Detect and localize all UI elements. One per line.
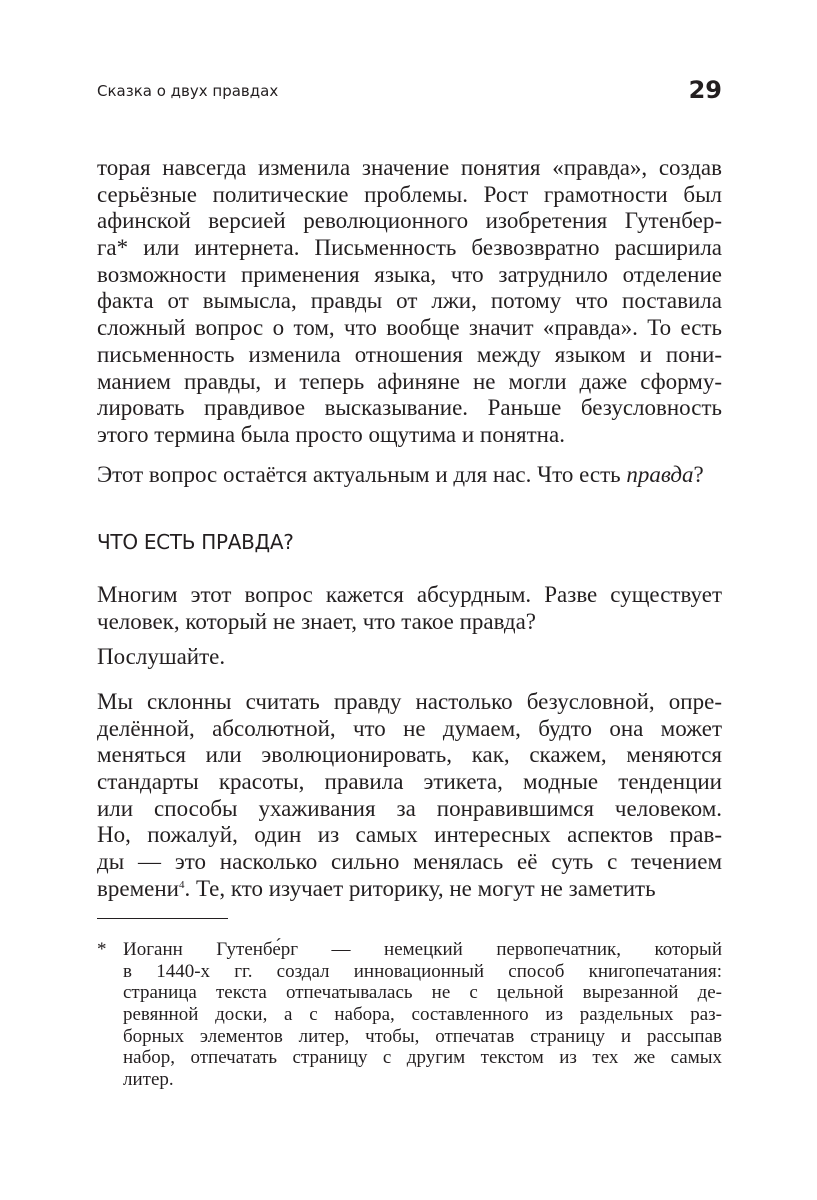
text-segment: Этот вопрос остаётся актуальным и для нас. Что есть [97, 462, 627, 487]
text-line: Многим этот вопрос кажется абсурдным. Разве существует [97, 582, 722, 607]
text-line: литер. [123, 1069, 174, 1091]
text-line: набор, отпечатать страницу с другим текстом из тех же самых [123, 1047, 722, 1069]
text-line: сложный вопрос о том, что вообще значит «правда». То есть [97, 315, 722, 341]
text-line: ревянной доски, а с набора, составленного из раздельных раз- [123, 1004, 722, 1026]
section-heading: ЧТО ЕСТЬ ПРАВДА? [97, 530, 294, 554]
paragraph [97, 689, 722, 903]
text-line: возможности применения языка, что затруднило отделение [97, 261, 722, 287]
text-line: Но, пожалуй, один из самых интересных аспектов прав- [97, 822, 722, 848]
emphasis: правда [626, 462, 694, 487]
text-line: письменность изменила отношения между языком и пони- [97, 341, 722, 367]
text-line: в 1440-х гг. создал инновационный способ книгопечатания: [123, 960, 722, 982]
text-line: этого термина была просто ощутима и понятна. [97, 421, 565, 447]
text-line: торая навсегда изменила значение понятия «правда», создав [97, 155, 722, 180]
text-line [97, 462, 722, 489]
footnote-marker: * [97, 939, 107, 960]
text-line: га* или интернета. Письменность безвозвратно расширила [97, 235, 722, 261]
paragraph [97, 644, 722, 671]
text-line: человек, который не знает, что такое правда? [97, 608, 536, 634]
text-segment: . Те, кто изучает риторику, не могут не заметить [184, 875, 656, 901]
footnote-reference: 4 [178, 878, 185, 891]
text-line: борных элементов литер, чтобы, отпечатав страницу и рассыпав [123, 1025, 722, 1047]
paragraph [97, 462, 722, 489]
text-segment: времени [97, 875, 179, 901]
footnote-separator [97, 918, 228, 919]
text-line: Мы склонны считать правду настолько безусловной, опре- [97, 689, 722, 714]
text-line: Иоганн Гутенбе́рг — немецкий первопечатник, который [123, 939, 722, 960]
paragraph [97, 582, 722, 635]
text-segment: ? [693, 462, 704, 487]
text-line: манием правды, и теперь афиняне не могли даже сформу- [97, 368, 722, 394]
text-line: или способы ухаживания за понравившимся человеком. [97, 795, 722, 821]
footnote-text [123, 939, 722, 1091]
text-line: Послушайте. [97, 644, 226, 669]
text-line: ды — это насколько сильно менялась её суть с течением [97, 849, 722, 875]
running-title: Сказка о двух правдах [97, 82, 279, 100]
text-line [97, 876, 722, 903]
text-line: делённой, абсолютной, что не думаем, будто она может [97, 715, 722, 741]
text-line: серьёзные политические проблемы. Рост грамотности был [97, 181, 722, 207]
paragraph [97, 155, 722, 449]
text-line: афинской версией революционного изобретения Гутенбер- [97, 208, 722, 234]
text-line: меняться или эволюционировать, как, скажем, меняются [97, 742, 722, 768]
footnote [97, 939, 722, 1091]
text-line: факта от вымысла, правды от лжи, потому что поставила [97, 288, 722, 314]
page-number: 29 [688, 76, 722, 104]
text-line: лировать правдивое высказывание. Раньше безусловность [97, 395, 722, 421]
text-line: страница текста отпечатывалась не с цельной вырезанной де- [123, 982, 722, 1004]
text-line: стандарты красоты, правила этикета, модные тенденции [97, 769, 722, 795]
